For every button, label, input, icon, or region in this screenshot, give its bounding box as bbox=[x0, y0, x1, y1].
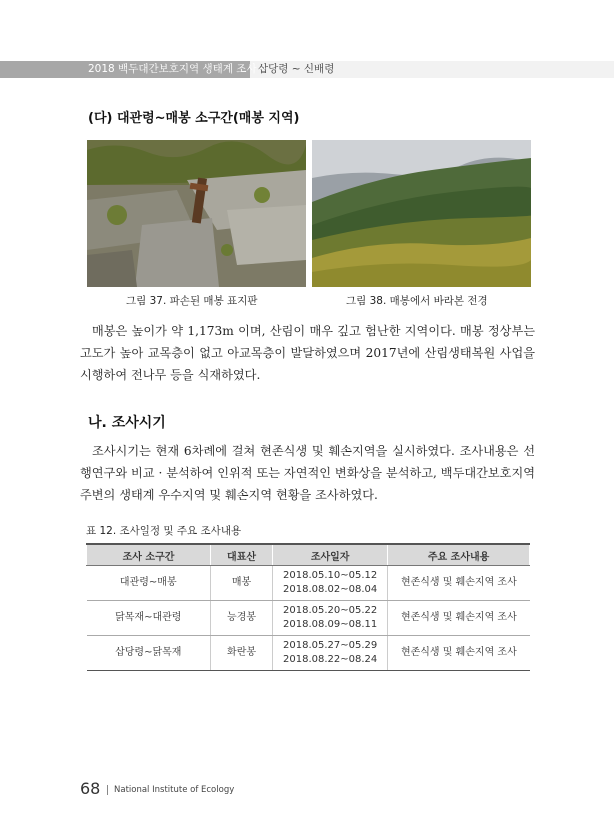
date-second: 2018.08.02~08.04 bbox=[283, 584, 378, 595]
header-mountain: 대표산 bbox=[211, 544, 273, 566]
cell-segment: 삽당령~닭목재 bbox=[87, 636, 211, 671]
cell-content: 현존식생 및 훼손지역 조사 bbox=[388, 601, 530, 636]
section-heading: 나. 조사시기 bbox=[88, 415, 166, 431]
footer-organization: National Institute of Ecology bbox=[114, 785, 235, 795]
cell-content: 현존식생 및 훼손지역 조사 bbox=[388, 566, 530, 601]
body-paragraph-maebong: 매봉은 높이가 약 1,173m 이며, 산림이 매우 깊고 험난한 지역이다. 매봉 정상부는 고도가 높아 교목층이 없고 아교목층이 발달하였으며 2017년에 산림생태복원 사업을 시행하여 전나무 등을 식재하였다. bbox=[80, 324, 535, 382]
survey-schedule-table bbox=[86, 543, 530, 671]
subsection-heading: (다) 대관령~매봉 소구간(매봉 지역) bbox=[88, 111, 300, 126]
cell-date bbox=[273, 636, 388, 671]
header-segment: 조사 소구간 bbox=[87, 544, 211, 566]
date-second: 2018.08.09~08.11 bbox=[283, 619, 378, 630]
table-row bbox=[87, 636, 530, 671]
page-number: 68 bbox=[80, 779, 101, 798]
date-second: 2018.08.22~08.24 bbox=[283, 654, 378, 665]
cell-content: 현존식생 및 훼손지역 조사 bbox=[388, 636, 530, 671]
table-caption: 표 12. 조사일정 및 주요 조사내용 bbox=[86, 525, 242, 537]
date-first: 2018.05.27~05.29 bbox=[283, 640, 378, 651]
cell-date bbox=[273, 566, 388, 601]
table-row bbox=[87, 601, 530, 636]
header-content: 주요 조사내용 bbox=[388, 544, 530, 566]
header-date: 조사일자 bbox=[273, 544, 388, 566]
section-range: 삽당령 ~ 신배령 bbox=[258, 63, 335, 75]
cell-mountain: 매봉 bbox=[211, 566, 273, 601]
figure-37-caption: 그림 37. 파손된 매봉 표지판 bbox=[126, 295, 258, 307]
cell-mountain: 능경봉 bbox=[211, 601, 273, 636]
footer-divider bbox=[107, 785, 108, 795]
table-row bbox=[87, 566, 530, 601]
cell-segment: 대관령~매봉 bbox=[87, 566, 211, 601]
photo-damaged-signboard bbox=[87, 140, 306, 287]
photo-mountain-view bbox=[312, 140, 531, 287]
cell-mountain: 화란봉 bbox=[211, 636, 273, 671]
figure-38-caption: 그림 38. 매봉에서 바라본 전경 bbox=[346, 295, 488, 307]
date-first: 2018.05.20~05.22 bbox=[283, 605, 378, 616]
table-header-row bbox=[87, 544, 530, 566]
cell-date bbox=[273, 601, 388, 636]
date-first: 2018.05.10~05.12 bbox=[283, 570, 378, 581]
body-paragraph-survey-period: 조사시기는 현재 6차례에 걸쳐 현존식생 및 훼손지역을 실시하였다. 조사내용은 선행연구와 비교 · 분석하여 인위적 또는 자연적인 변화상을 분석하고, 백두대간보호지역 주변의 생태계 우수지역 및 훼손지역 현황을 조사하였다. bbox=[80, 444, 535, 502]
report-title: 2018 백두대간보호지역 생태계 조사 bbox=[88, 63, 257, 75]
cell-segment: 닭목재~대관령 bbox=[87, 601, 211, 636]
